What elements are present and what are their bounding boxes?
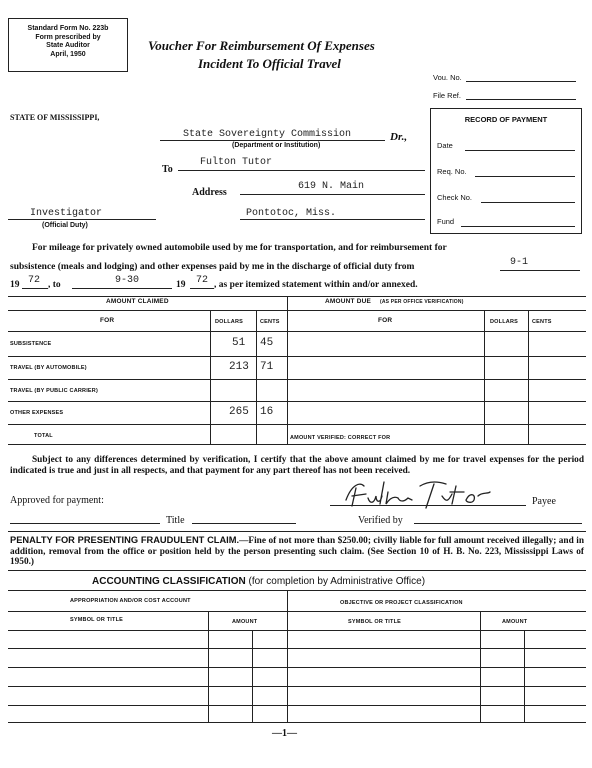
record-fund-label: Fund: [437, 217, 455, 226]
record-date-label: Date: [437, 141, 453, 150]
amount-claimed-header: AMOUNT CLAIMED: [106, 298, 169, 305]
col-amount-left: AMOUNT: [232, 619, 258, 625]
row-label-travel-carrier: TRAVEL (BY PUBLIC CARRIER): [10, 388, 99, 394]
penalty-body: —Fine of not more than $250.00; civilly liable for full amount received illegally; and in addition, removal from the office or position held by the person presenting such claim. (See Section 10 of H. B. No. 223, Mississippi Laws of 1950.): [10, 536, 585, 567]
address-line2: Pontotoc, Miss.: [246, 208, 337, 219]
payee-signature: [338, 478, 498, 512]
to-label: To: [162, 164, 173, 175]
row-dollars-other: 265: [229, 406, 249, 418]
duty-value: Investigator: [30, 208, 103, 219]
address-label: Address: [192, 187, 227, 198]
address-line2-rule[interactable]: [240, 219, 425, 220]
col-dollars-left: DOLLARS: [215, 319, 243, 325]
amount-verified-label: AMOUNT VERIFIED: CORRECT FOR: [290, 435, 391, 441]
state-label: STATE OF MISSISSIPPI,: [10, 113, 100, 122]
to-word: , to: [48, 280, 61, 290]
title-label: Title: [166, 515, 185, 526]
record-fund-line[interactable]: [461, 226, 575, 227]
form-box-line: Form prescribed by: [35, 33, 101, 41]
verified-by-label: Verified by: [358, 515, 403, 526]
approved-label: Approved for payment:: [10, 495, 104, 506]
record-date-line[interactable]: [465, 150, 575, 151]
year-from-line[interactable]: [22, 288, 48, 289]
row-label-subsistence: SUBSISTENCE: [10, 341, 52, 347]
form-box-line: April, 1950: [50, 50, 86, 58]
duty-caption: (Official Duty): [42, 222, 88, 229]
duty-line[interactable]: [8, 219, 156, 220]
form-title-line2: Incident To Official Travel: [198, 56, 341, 71]
col-symbol-left: SYMBOL OR TITLE: [70, 617, 124, 623]
form-box-line: Standard Form No. 223b: [27, 25, 109, 32]
form-box-line: State Auditor: [46, 42, 90, 49]
amount-due-header-note: (AS PER OFFICE VERIFICATION): [380, 299, 464, 305]
year-prefix-to: 19: [176, 280, 186, 290]
row-cents-subsistence: 45: [260, 337, 274, 349]
row-cents-other: 16: [260, 406, 274, 418]
statement-line1: For mileage for privately owned automobile used by me for transportation, and for reimbursement for: [32, 243, 447, 253]
col-symbol-right: SYMBOL OR TITLE: [348, 619, 402, 625]
col-for-right: FOR: [378, 317, 393, 324]
department-caption: (Department or Institution): [232, 142, 321, 149]
row-cents-travel-auto: 71: [260, 361, 274, 373]
row-dollars-subsistence: 51: [232, 337, 246, 349]
address-line1: 619 N. Main: [298, 181, 365, 192]
from-date: 9-1: [510, 257, 529, 268]
accounting-title-row: [92, 576, 425, 587]
form-number-box: [8, 18, 128, 72]
department-suffix: Dr.,: [390, 131, 408, 143]
department-value: State Sovereignty Commission: [183, 129, 352, 140]
penalty-text: [10, 535, 584, 568]
col-cents-right: CENTS: [532, 319, 552, 325]
col-dollars-right: DOLLARS: [490, 319, 518, 325]
payee-name: Fulton Tutor: [200, 157, 273, 168]
col-amount-right: AMOUNT: [502, 619, 528, 625]
to-date-line[interactable]: [72, 288, 172, 289]
penalty-rule: [8, 531, 586, 532]
vou-no-line[interactable]: [466, 81, 576, 82]
year-prefix-from: 19: [10, 280, 20, 290]
record-req-label: Req. No.: [437, 167, 467, 176]
payee-label: Payee: [532, 496, 556, 507]
record-of-payment-title: RECORD OF PAYMENT: [464, 115, 548, 124]
col-cents-left: CENTS: [260, 319, 280, 325]
accounting-title-note: (for completion by Administrative Office): [248, 576, 426, 587]
file-ref-label: File Ref.: [433, 91, 461, 100]
to-date: 9-30: [115, 275, 140, 286]
title-line[interactable]: [192, 523, 296, 524]
statement-line3: , as per itemized statement within and/or annexed.: [214, 280, 418, 290]
certification-text: Subject to any differences determined by verification, I certify that the above amount claimed by me for travel expenses for the period indicated is true and just in all respects, and that payment for any part thereof has not been received.: [10, 455, 584, 476]
amount-due-header: AMOUNT DUE: [325, 298, 372, 305]
objective-header: OBJECTIVE OR PROJECT CLASSIFICATION: [340, 600, 463, 606]
record-check-line[interactable]: [481, 202, 575, 203]
from-date-line[interactable]: [500, 270, 580, 271]
year-to: 72: [196, 275, 209, 286]
total-label: TOTAL: [34, 433, 53, 439]
approver-line[interactable]: [10, 523, 160, 524]
address-line1-rule[interactable]: [240, 194, 425, 195]
record-of-payment-box: [430, 108, 582, 234]
col-for-left: FOR: [100, 317, 115, 324]
form-title-line1: Voucher For Reimbursement Of Expenses: [148, 38, 375, 53]
payee-name-line[interactable]: [178, 170, 425, 171]
verified-by-line[interactable]: [414, 523, 582, 524]
file-ref-line[interactable]: [466, 99, 576, 100]
vou-no-label: Vou. No.: [433, 73, 462, 82]
year-from: 72: [28, 275, 41, 286]
record-check-label: Check No.: [437, 193, 473, 202]
row-label-other: OTHER EXPENSES: [10, 410, 64, 416]
year-to-line[interactable]: [190, 288, 214, 289]
statement-line2: subsistence (meals and lodging) and other expenses paid by me in the discharge of official duty from: [10, 262, 415, 272]
accounting-title: ACCOUNTING CLASSIFICATION: [92, 576, 246, 587]
page-number: —1—: [272, 728, 297, 739]
department-line[interactable]: [160, 140, 385, 141]
row-label-travel-auto: TRAVEL (BY AUTOMOBILE): [10, 365, 87, 371]
row-dollars-travel-auto: 213: [229, 361, 249, 373]
penalty-heading: PENALTY FOR PRESENTING FRAUDULENT CLAIM.: [10, 535, 240, 545]
appropriation-header: APPROPRIATION AND/OR COST ACCOUNT: [70, 598, 191, 604]
penalty-bottom-rule: [8, 570, 586, 571]
record-req-line[interactable]: [475, 176, 575, 177]
